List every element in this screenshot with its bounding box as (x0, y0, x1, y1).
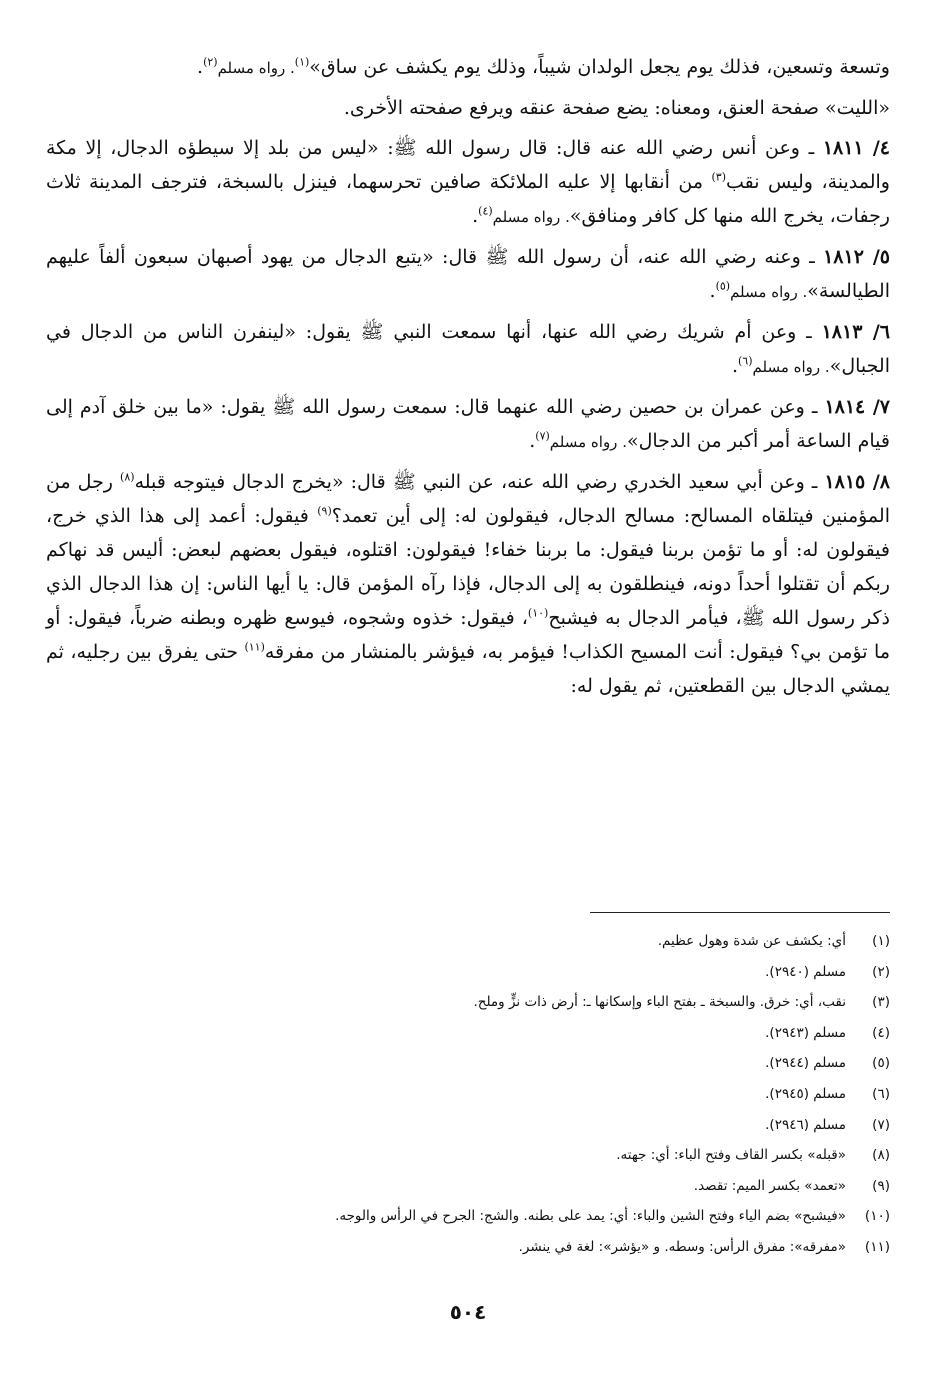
paragraph-text: ، فيقول: خذوه وشجوه، فيوسع ظهره وبطنه ضرباً، فيقول: أو ما تؤمن بي؟ فيقول: أنت المسيح الكذاب! فيؤمر به، فيؤشر بالمنشار من مفرقه (46, 607, 890, 663)
paragraph-gloss (46, 91, 890, 125)
source-attribution: . رواه مسلم (492, 208, 570, 226)
paragraph-text: فيقول: أعمد إلى هذا الذي خرج، فيقولون له: أو ما تؤمن بربنا فيقول: ما بربنا خفاء! فيقولون: اقتلوه، فيقول بعضهم لبعض: أليس قد نهاكم ربكم أن تقتلوا أحداً دونه، فينطلقون به إلى الدجال، فإذا رآه المؤمن قال: يا أيها الناس: إن هذا الدجال الذي ذكر رسول الله ﷺ، فيأمر الدجال به فيشبح (46, 505, 890, 629)
paragraph-end: . (529, 430, 536, 452)
footnote-text: أي: يكشف عن شدة وهول عظيم. (657, 933, 846, 949)
footnote-ref: (٥) (715, 279, 731, 293)
footnote-text: مسلم (٢٩٤٣). (765, 1024, 846, 1041)
footnote-number: (٨) (872, 1147, 890, 1164)
footnote-number: (٧) (872, 1116, 890, 1133)
footnote-ref: (١١) (244, 640, 265, 654)
footnote-item (46, 926, 890, 957)
hadith-1813 (46, 315, 890, 384)
page-number: ٥٠٤ (449, 1300, 487, 1324)
hadith-number: ٨/ ١٨١٥ (824, 471, 891, 493)
footnote-number: (٤) (872, 1024, 890, 1041)
paragraph-text: ـ وعنه رضي الله عنه، أن رسول الله ﷺ قال: «يتبع الدجال من يهود أصبهان سبعون ألفاً عليهم الطيالسة» (46, 246, 890, 302)
footnote-ref: (١٠) (527, 606, 549, 620)
footnote-ref: (٦) (738, 354, 753, 368)
footnote-text: مسلم (٢٩٤٠). (765, 963, 846, 980)
paragraph-text: ـ وعن عمران بن حصين رضي الله عنهما قال: سمعت رسول الله ﷺ يقول: «ما بين خلق آدم إلى قيام الساعة أمر أكبر من الدجال» (46, 396, 890, 452)
footnote-text: مسلم (٢٩٤٦). (765, 1116, 846, 1133)
paragraph-end: . (197, 56, 204, 78)
footnote-text: «تعمد» بكسر الميم: تقصد. (693, 1177, 846, 1194)
footnote-ref: (٢) (203, 55, 218, 69)
paragraph-end: . (472, 205, 479, 227)
footnote-item (46, 957, 890, 988)
footnote-text: مسلم (٢٩٤٤). (765, 1055, 846, 1072)
footnote-number: (١٠) (864, 1208, 890, 1225)
footnote-number: (١) (872, 933, 890, 949)
footnote-text: «مفرقه»: مفرق الرأس: وسطه. و «يؤشر»: لغة في ينشر. (518, 1238, 846, 1255)
hadith-1814 (46, 390, 890, 459)
footnote-ref: (٧) (535, 429, 550, 443)
hadith-number: ٥/ ١٨١٢ (823, 246, 890, 268)
paragraph-text: وتسعة وتسعين، فذلك يوم يجعل الولدان شيباً، وذلك يوم يكشف عن ساق» (309, 56, 890, 78)
footnote-number: (٦) (872, 1085, 890, 1102)
hadith-number: ٤/ ١٨١١ (822, 137, 891, 159)
source-attribution: . رواه مسلم (549, 433, 627, 451)
hadith-1811 (46, 131, 890, 234)
footnotes (46, 926, 890, 1263)
footnote-item (46, 1232, 890, 1263)
footnote-ref: (٨) (120, 470, 135, 484)
paragraph-end: . (731, 355, 738, 377)
footnote-item (46, 1018, 890, 1049)
footnote-item (46, 1079, 890, 1110)
footnote-text: مسلم (٢٩٤٥). (765, 1085, 846, 1102)
hadith-1815 (46, 465, 890, 703)
source-attribution: . رواه مسلم (752, 358, 830, 376)
footnote-item (46, 1140, 890, 1171)
footnote-text: نقب، أي: خرق. والسبخة ـ بفتح الباء وإسكانها ـ: أرض ذات نزٍّ وملح. (473, 994, 846, 1011)
paragraph-text: ـ وعن أنس رضي الله عنه قال: قال رسول الله ﷺ: «ليس من بلد إلا سيطؤه الدجال، إلا مكة والمدينة، وليس نقب (46, 137, 890, 193)
footnote-number: (٢) (872, 963, 890, 980)
source-attribution: . رواه مسلم (217, 59, 295, 77)
paragraph-end: . (709, 280, 716, 302)
paragraph-continuation (46, 50, 890, 85)
footnote-divider (590, 912, 890, 913)
hadith-1812 (46, 240, 890, 309)
paragraph-end: . (343, 97, 350, 119)
footnote-number: (٣) (872, 994, 890, 1011)
footnote-ref: (٤) (478, 204, 493, 218)
footnote-number: (١١) (864, 1238, 890, 1255)
footnote-ref: (٣) (711, 170, 726, 184)
paragraph-text: ـ وعن أبي سعيد الخدري رضي الله عنه، عن النبي ﷺ قال: «يخرج الدجال فيتوجه قبله (134, 471, 818, 493)
paragraph-text: من أنقابها إلا عليه الملائكة صافين تحرسهما، فينزل بالسبخة، فترجف المدينة ثلاث رجفات، يخرج الله منها كل كافر ومنافق» (46, 171, 890, 227)
footnote-item (46, 1171, 890, 1202)
footnote-item (46, 1201, 890, 1232)
footnote-item (46, 1110, 890, 1141)
footnote-ref: (٩) (317, 504, 332, 518)
footnote-text: «قبله» بكسر القاف وفتح الباء: أي: جهته. (616, 1147, 846, 1164)
footnote-text: «فيشبح» بضم الياء وفتح الشين والباء: أي: يمد على بطنه. والشج: الجرح في الرأس والوجه. (335, 1208, 846, 1225)
hadith-number: ٧/ ١٨١٤ (824, 396, 891, 418)
paragraph-text: حتى يفرق بين رجليه، ثم يمشي الدجال بين القطعتين، ثم يقول له: (46, 641, 890, 697)
paragraph-text: رجل من المؤمنين فيتلقاه المسالح: مسالح الدجال، فيقولون له: إلى أين تعمد؟ (46, 471, 890, 527)
page-body (46, 50, 890, 709)
footnote-item (46, 1048, 890, 1079)
footnote-ref: (١) (294, 55, 310, 69)
paragraph-text: ـ وعن أم شريك رضي الله عنها، أنها سمعت النبي ﷺ يقول: «لينفرن الناس من الدجال في الجبال» (46, 321, 890, 377)
footnote-number: (٥) (872, 1055, 890, 1072)
source-attribution: . رواه مسلم (730, 283, 808, 301)
footnote-number: (٩) (872, 1177, 890, 1194)
footnote-item (46, 987, 890, 1018)
paragraph-text: «الليت» صفحة العنق، ومعناه: يضع صفحة عنقه ويرفع صفحته الأخرى (349, 97, 890, 119)
hadith-number: ٦/ ١٨١٣ (821, 321, 890, 343)
